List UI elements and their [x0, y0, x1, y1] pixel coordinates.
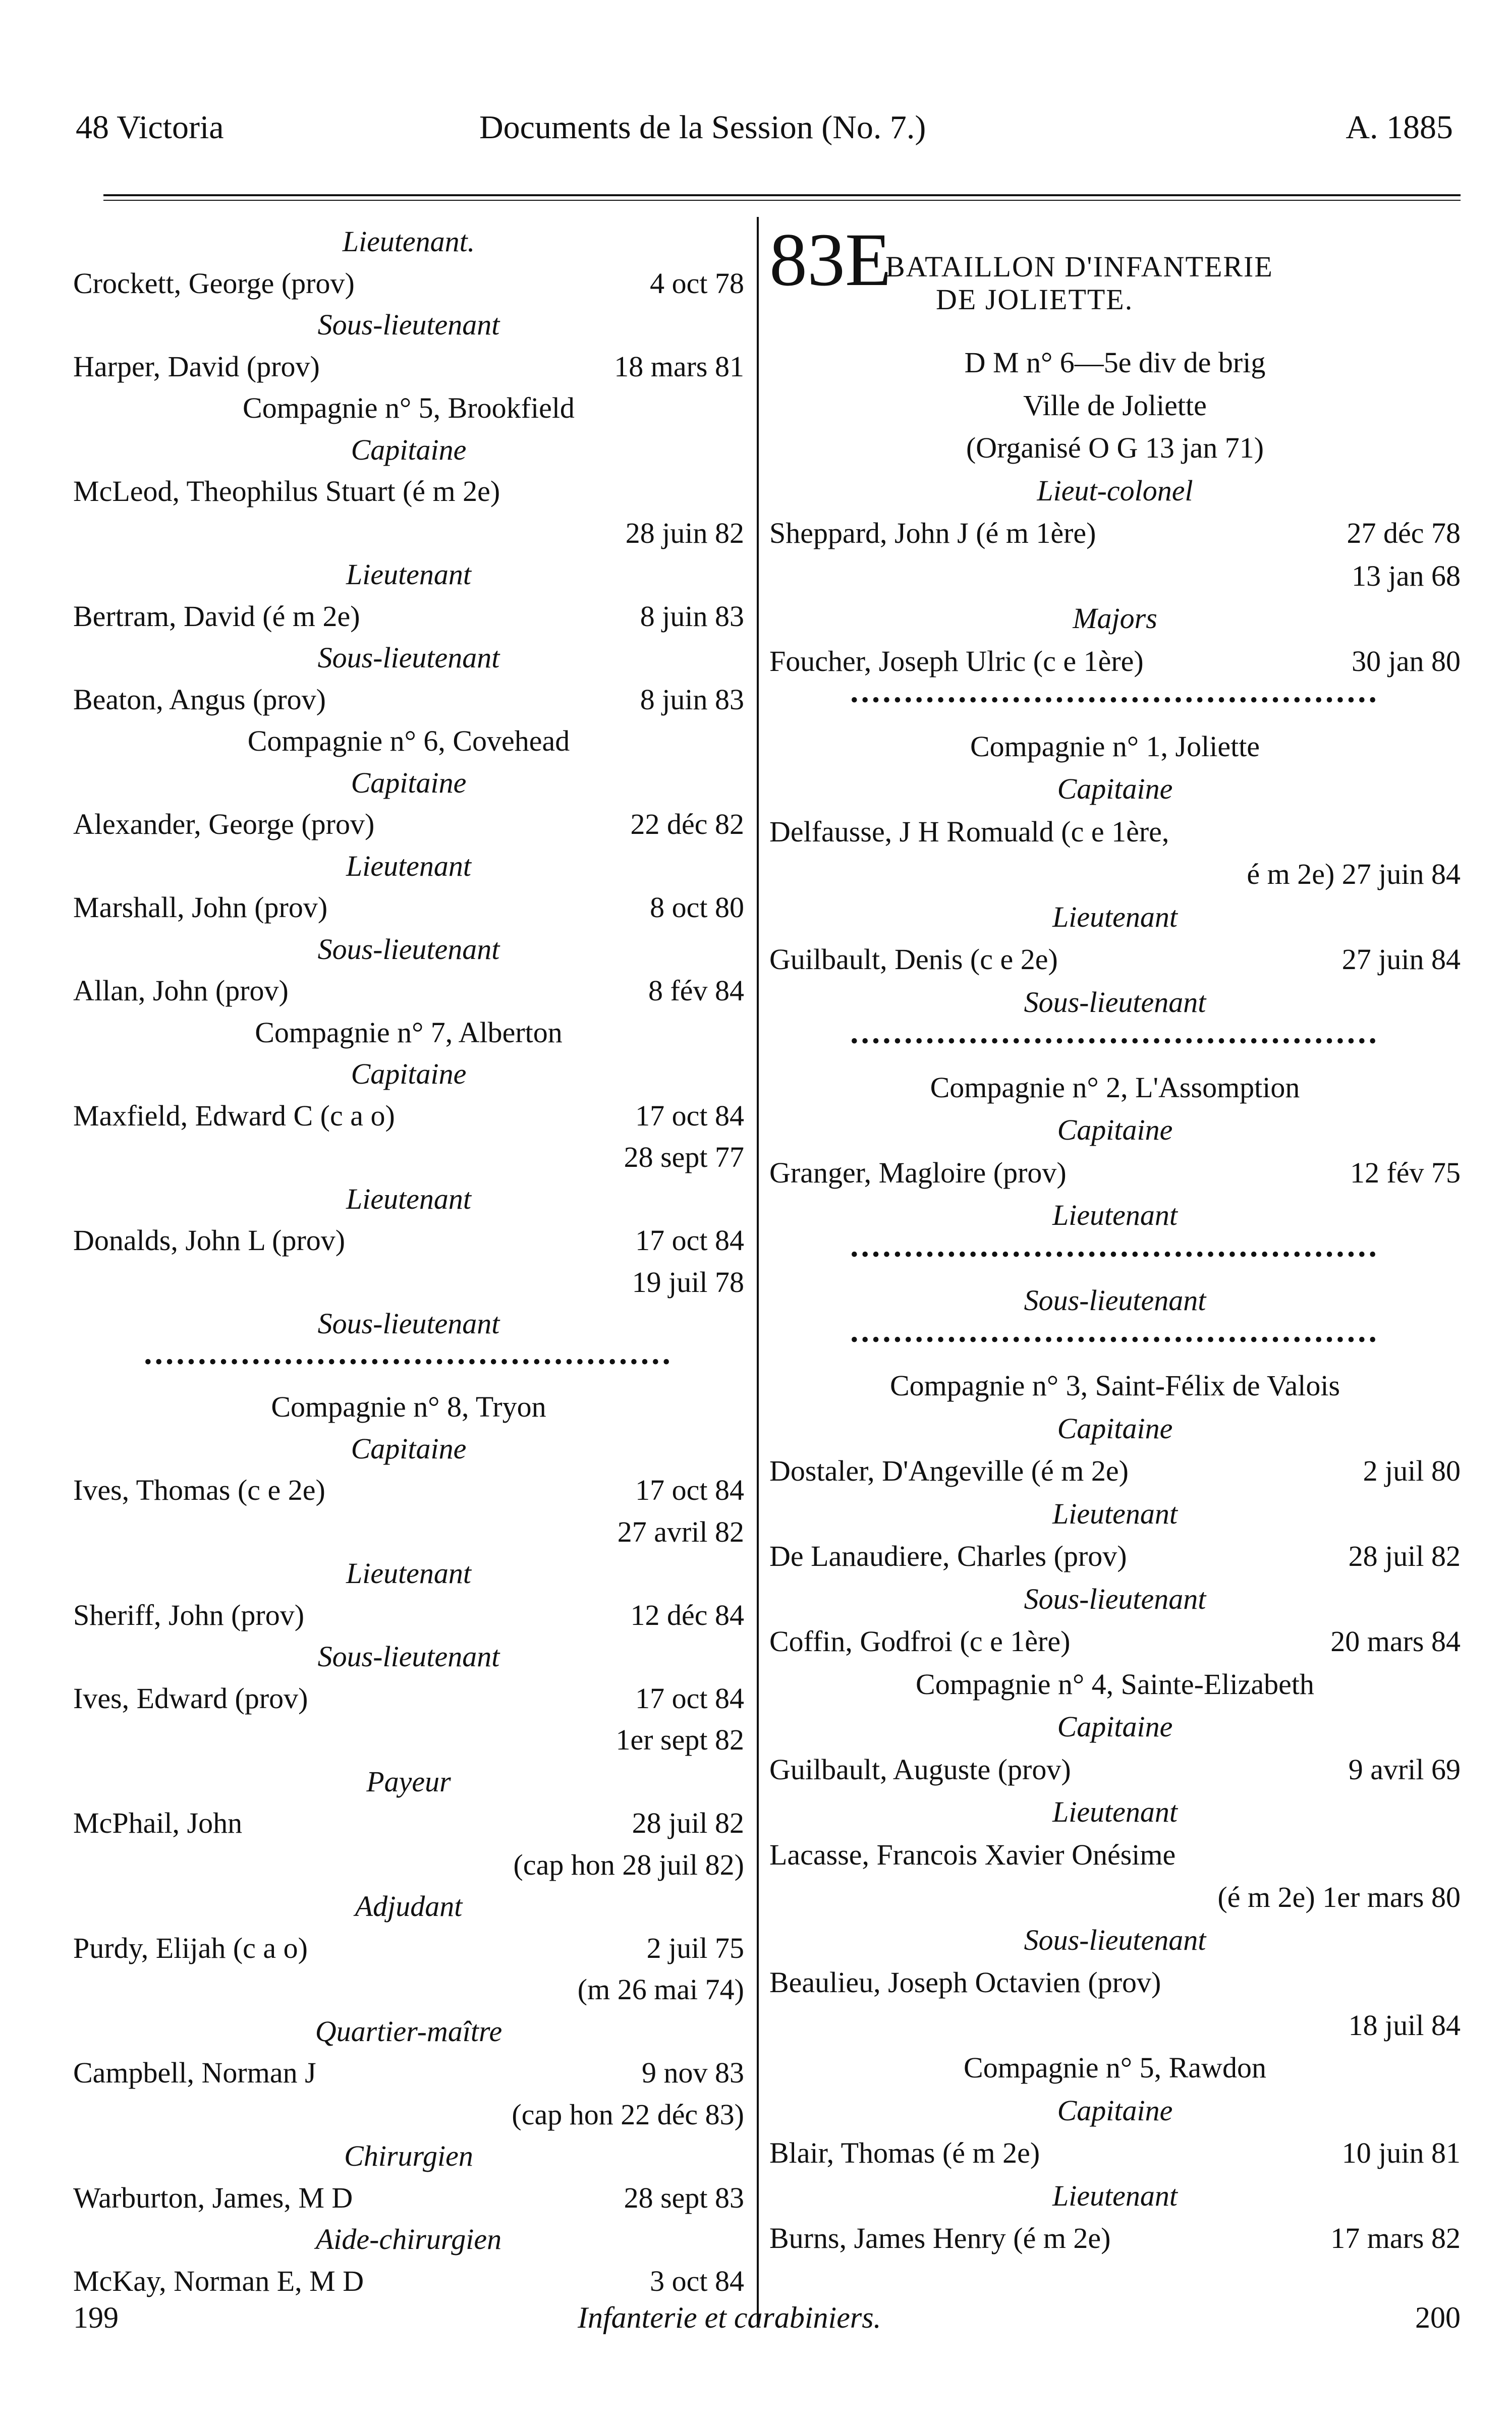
rank-label: Sous-lieutenant: [1024, 985, 1206, 1019]
officer-name: Sheppard, John J (é m 1ère): [769, 517, 1096, 549]
rank-label: Sous-lieutenant: [1024, 1284, 1206, 1317]
rank-label: Sous-lieutenant: [317, 641, 500, 674]
commission-date: 8 juin 83: [640, 599, 744, 633]
rank-heading: [73, 310, 744, 346]
officer-entry: [769, 1840, 1461, 1876]
officer-name: De Lanaudiere, Charles (prov): [769, 1540, 1127, 1572]
rank-heading: [73, 643, 744, 679]
officer-name: Granger, Magloire (prov): [769, 1156, 1067, 1189]
officer-entry: [769, 1883, 1461, 1918]
rank-label: Chirurgien: [344, 2139, 473, 2172]
company-heading: [73, 726, 744, 762]
rank-heading: [769, 604, 1461, 639]
officer-entry: [73, 2264, 744, 2302]
rank-heading: [769, 1797, 1461, 1833]
dotted-leader: [73, 1351, 744, 1386]
officer-entry: [73, 516, 744, 554]
officer-name: McLeod, Theophilus Stuart (é m 2e): [73, 475, 500, 508]
officer-name: Foucher, Joseph Ulric (c e 1ère): [769, 644, 1144, 678]
rank-heading: [73, 1434, 744, 1470]
rank-label: Sous-lieutenant: [317, 308, 500, 341]
commission-date: 9 nov 83: [642, 2056, 744, 2089]
officer-name: Campbell, Norman J: [73, 2056, 316, 2089]
header-year: A. 1885: [1346, 109, 1453, 146]
officer-entry: [73, 1143, 744, 1178]
officer-entry: [73, 266, 744, 304]
dotted-leader: [769, 689, 1461, 724]
commission-date: (m 26 mai 74): [577, 1973, 744, 2006]
rank-label: Capitaine: [351, 433, 467, 466]
vacant-dots: •••••••••••••••••••••••••••••••••••••••••••••••••: [850, 1030, 1380, 1052]
rank-label: Lieutenant: [1052, 1795, 1178, 1828]
commission-date: 28 sept 83: [624, 2181, 744, 2214]
rank-heading: [769, 1201, 1461, 1236]
commission-date: 2 juil 80: [1363, 1454, 1461, 1487]
rank-heading: [769, 476, 1461, 512]
rank-heading: [769, 1923, 1461, 1961]
company-label: Compagnie n° 5, Rawdon: [964, 2051, 1266, 2084]
commission-date: 12 déc 84: [630, 1598, 744, 1631]
officer-entry: [769, 1542, 1461, 1577]
commission-date: 27 déc 78: [1347, 517, 1461, 549]
officer-name: Bertram, David (é m 2e): [73, 599, 360, 633]
company-label: Compagnie n° 3, Saint-Félix de Valois: [889, 1369, 1340, 1402]
officer-entry: [769, 561, 1461, 597]
rank-heading: [73, 1892, 744, 1927]
rank-label: Sous-lieutenant: [317, 1307, 500, 1340]
company-heading: [769, 388, 1461, 426]
commission-date: 30 jan 80: [1352, 644, 1461, 678]
dotted-leader: [769, 1329, 1461, 1364]
officer-entry: [769, 644, 1461, 682]
rank-label: Sous-lieutenant: [317, 1640, 500, 1673]
rank-label: Sous-lieutenant: [317, 932, 500, 966]
rank-heading: [73, 1559, 744, 1594]
rank-label: Lieutenant: [1052, 900, 1178, 933]
rank-label: Payeur: [366, 1765, 451, 1798]
officer-entry: [73, 352, 744, 387]
officer-entry: [73, 893, 744, 928]
commission-date: 2 juil 75: [646, 1931, 744, 1964]
commission-date: 27 juin 84: [1341, 943, 1461, 976]
officer-name: Burns, James Henry (é m 2e): [769, 2222, 1111, 2254]
officer-entry: [769, 1456, 1461, 1492]
rank-heading: [73, 435, 744, 471]
page-footer: [73, 2300, 1461, 2341]
rank-label: Quartier-maître: [315, 2014, 502, 2048]
officer-name: Sheriff, John (prov): [73, 1598, 305, 1631]
rank-label: Lieutenant: [1052, 1199, 1178, 1231]
commission-date: 1er sept 82: [615, 1723, 744, 1756]
rank-label: Lieut-colonel: [1037, 474, 1193, 507]
commission-date: 10 juin 81: [1341, 2136, 1461, 2169]
vacant-dots: •••••••••••••••••••••••••••••••••••••••••••••••••: [850, 1243, 1380, 1266]
commission-date: 8 fév 84: [648, 974, 744, 1007]
rank-label: Capitaine: [351, 1057, 467, 1090]
rank-heading: [769, 1414, 1461, 1449]
company-heading: [769, 1667, 1461, 1705]
commission-date: 12 fév 75: [1350, 1156, 1461, 1189]
officer-name: Guilbault, Auguste (prov): [769, 1753, 1071, 1786]
rank-heading: [769, 1712, 1461, 1747]
officer-name: Maxfield, Edward C (c a o): [73, 1099, 395, 1132]
officer-name: Lacasse, Francois Xavier Onésime: [769, 1838, 1176, 1871]
officer-name: McPhail, John: [73, 1807, 243, 1839]
company-label: Compagnie n° 6, Covehead: [247, 724, 570, 757]
officer-entry: [769, 2008, 1461, 2046]
rank-heading: [769, 900, 1461, 938]
rank-label: Sous-lieutenant: [1024, 1923, 1206, 1956]
rank-heading: [73, 1182, 744, 1220]
rank-label: Lieutenant: [1052, 1497, 1178, 1530]
officer-name: Guilbault, Denis (c e 2e): [769, 943, 1058, 976]
footer-page-right: 200: [1415, 2301, 1461, 2334]
rank-label: Aide-chirurgien: [315, 2223, 502, 2256]
rank-heading: [73, 1642, 744, 1677]
commission-date: 18 mars 81: [614, 350, 744, 383]
rank-heading: [73, 2141, 744, 2177]
commission-date: 19 juil 78: [632, 1265, 744, 1299]
officer-entry: [769, 860, 1461, 895]
company-heading: [769, 348, 1461, 383]
commission-date: 22 déc 82: [630, 808, 744, 840]
vacant-dots: •••••••••••••••••••••••••••••••••••••••••••••••••: [850, 1328, 1380, 1351]
officer-entry: [73, 1931, 744, 1969]
officer-entry: [769, 1968, 1461, 2003]
officer-entry: [73, 1681, 744, 1719]
company-heading: [769, 729, 1461, 767]
officer-entry: [73, 810, 744, 845]
commission-date: 28 sept 77: [624, 1141, 744, 1173]
battalion-number: 83E: [769, 218, 891, 302]
commission-date: (é m 2e) 1er mars 80: [1217, 1881, 1461, 1913]
commission-date: 17 oct 84: [635, 1474, 744, 1506]
officer-entry: [769, 2138, 1461, 2174]
officer-name: McKay, Norman E, M D: [73, 2264, 364, 2297]
officer-name: Beaulieu, Joseph Octavien (prov): [769, 1966, 1161, 1999]
vacant-dots: •••••••••••••••••••••••••••••••••••••••••••••••••: [850, 689, 1380, 711]
rank-label: Capitaine: [1057, 1412, 1173, 1445]
officer-entry: [73, 1850, 744, 1886]
officer-entry: [769, 519, 1461, 554]
rank-heading: [769, 774, 1461, 810]
commission-date: 3 oct 84: [650, 2264, 744, 2297]
company-heading: [73, 1392, 744, 1428]
commission-date: é m 2e) 27 juin 84: [1247, 858, 1461, 890]
commission-date: 18 juil 84: [1348, 2008, 1461, 2042]
officer-name: Warburton, James, M D: [73, 2181, 353, 2214]
commission-date: 28 juil 82: [632, 1807, 744, 1839]
header-rule: [103, 194, 1461, 196]
company-label: D M n° 6—5e div de brig: [964, 346, 1266, 379]
officer-name: Delfausse, J H Romuald (c e 1ère,: [769, 815, 1169, 848]
commission-date: 8 juin 83: [640, 683, 744, 716]
rank-heading: [73, 2014, 744, 2052]
rank-heading: [73, 2225, 744, 2260]
officer-entry: [73, 1226, 744, 1261]
battalion-title-line1: BATAILLON D'INFANTERIE: [885, 250, 1273, 283]
officer-name: Donalds, John L (prov): [73, 1224, 346, 1257]
company-heading: [769, 433, 1461, 469]
officer-name: Alexander, George (prov): [73, 808, 375, 840]
rank-label: Lieutenant.: [342, 225, 475, 258]
company-label: Compagnie n° 4, Sainte-Elizabeth: [916, 1667, 1314, 1701]
rank-heading: [73, 1767, 744, 1802]
rank-heading: [73, 849, 744, 887]
company-label: Compagnie n° 7, Alberton: [255, 1016, 563, 1049]
vacant-dots: •••••••••••••••••••••••••••••••••••••••••••••••••: [144, 1350, 674, 1373]
commission-date: 13 jan 68: [1352, 559, 1461, 592]
officer-entry: [73, 599, 744, 637]
rank-heading: [73, 1059, 744, 1095]
commission-date: 27 avril 82: [617, 1515, 744, 1548]
rank-heading: [769, 985, 1461, 1023]
company-heading: [73, 1018, 744, 1053]
dotted-leader: [769, 1244, 1461, 1279]
battalion-title-line2: DE JOLIETTE.: [936, 283, 1134, 316]
company-label: (Organisé O G 13 jan 71): [966, 431, 1264, 464]
officer-name: Marshall, John (prov): [73, 891, 328, 924]
officer-entry: [73, 976, 744, 1011]
company-heading: [769, 2053, 1461, 2089]
commission-date: 17 oct 84: [635, 1099, 744, 1132]
rank-heading: [73, 560, 744, 595]
rank-label: Capitaine: [351, 766, 467, 799]
officer-entry: [769, 817, 1461, 853]
officer-name: Allan, John (prov): [73, 974, 289, 1007]
officer-entry: [73, 1809, 744, 1844]
rank-label: Adjudant: [355, 1890, 463, 1923]
commission-date: 9 avril 69: [1348, 1753, 1461, 1786]
company-heading: [769, 1371, 1461, 1406]
rank-label: Capitaine: [1057, 772, 1173, 805]
rank-label: Lieutenant: [346, 1182, 472, 1215]
officer-name: Dostaler, D'Angeville (é m 2e): [769, 1454, 1129, 1487]
commission-date: (cap hon 28 juil 82): [513, 1848, 744, 1881]
commission-date: 28 juil 82: [1348, 1540, 1461, 1572]
officer-entry: [769, 1627, 1461, 1662]
officer-entry: [769, 1158, 1461, 1194]
commission-date: 4 oct 78: [650, 266, 744, 300]
officer-entry: [73, 1598, 744, 1636]
officer-entry: [73, 1975, 744, 2010]
rank-heading: [73, 227, 744, 262]
officer-entry: [73, 2058, 744, 2094]
rank-heading: [769, 1286, 1461, 1321]
rank-heading: [769, 2181, 1461, 2217]
officer-entry: [769, 945, 1461, 980]
commission-date: 17 oct 84: [635, 1681, 744, 1715]
rank-label: Lieutenant: [1052, 2179, 1178, 2212]
footer-page-left: 199: [73, 2301, 119, 2334]
officer-entry: [73, 685, 744, 720]
company-label: Compagnie n° 8, Tryon: [271, 1390, 546, 1423]
rank-label: Lieutenant: [346, 849, 472, 882]
officer-entry: [73, 477, 744, 512]
officer-name: Ives, Thomas (c e 2e): [73, 1474, 325, 1506]
officer-name: Ives, Edward (prov): [73, 1681, 308, 1715]
page-header: [76, 108, 1453, 154]
commission-date: 17 oct 84: [635, 1224, 744, 1257]
rank-heading: [769, 1582, 1461, 1620]
officer-name: Blair, Thomas (é m 2e): [769, 2136, 1040, 2169]
commission-date: (cap hon 22 déc 83): [512, 2098, 744, 2131]
column-divider: [757, 217, 759, 2326]
commission-date: 28 juin 82: [625, 516, 744, 549]
officer-entry: [769, 1755, 1461, 1790]
rank-heading: [73, 1309, 744, 1344]
rank-heading: [73, 768, 744, 804]
commission-date: 20 mars 84: [1330, 1625, 1461, 1658]
footer-caption: Infanterie et carabiniers.: [578, 2301, 881, 2334]
company-heading: [769, 1070, 1461, 1108]
officer-name: Harper, David (prov): [73, 350, 320, 383]
rank-heading: [73, 932, 744, 970]
officer-entry: [73, 1725, 744, 1761]
company-label: Compagnie n° 1, Joliette: [970, 729, 1260, 763]
rank-heading: [769, 1499, 1461, 1535]
rank-label: Capitaine: [1057, 1710, 1173, 1743]
officer-entry: [769, 2224, 1461, 2259]
officer-entry: [73, 1101, 744, 1137]
rank-label: Lieutenant: [346, 558, 472, 591]
header-title: Documents de la Session (No. 7.): [479, 109, 926, 146]
officer-entry: [73, 2183, 744, 2219]
rank-heading: [769, 2096, 1461, 2131]
company-heading: [73, 393, 744, 429]
rank-label: Majors: [1073, 602, 1157, 635]
rank-heading: [769, 1115, 1461, 1151]
header-rule-thin: [103, 200, 1461, 201]
company-label: Ville de Joliette: [1023, 388, 1207, 422]
company-label: Compagnie n° 5, Brookfield: [243, 391, 575, 424]
rank-label: Capitaine: [351, 1432, 467, 1465]
officer-entry: [73, 2100, 744, 2135]
rank-label: Sous-lieutenant: [1024, 1582, 1206, 1615]
officer-name: Beaton, Angus (prov): [73, 683, 326, 716]
rank-label: Capitaine: [1057, 1113, 1173, 1146]
commission-date: 17 mars 82: [1330, 2222, 1461, 2254]
officer-entry: [73, 1265, 744, 1303]
officer-name: Purdy, Elijah (c a o): [73, 1931, 308, 1964]
officer-entry: [73, 1476, 744, 1511]
officer-entry: [73, 1517, 744, 1553]
commission-date: 8 oct 80: [650, 891, 744, 924]
dotted-leader: [769, 1030, 1461, 1065]
company-label: Compagnie n° 2, L'Assomption: [930, 1070, 1300, 1104]
rank-label: Capitaine: [1057, 2094, 1173, 2127]
officer-name: Crockett, George (prov): [73, 266, 355, 300]
officer-name: Coffin, Godfroi (c e 1ère): [769, 1625, 1071, 1658]
header-volume: 48 Victoria: [76, 109, 224, 146]
rank-label: Lieutenant: [346, 1557, 472, 1590]
